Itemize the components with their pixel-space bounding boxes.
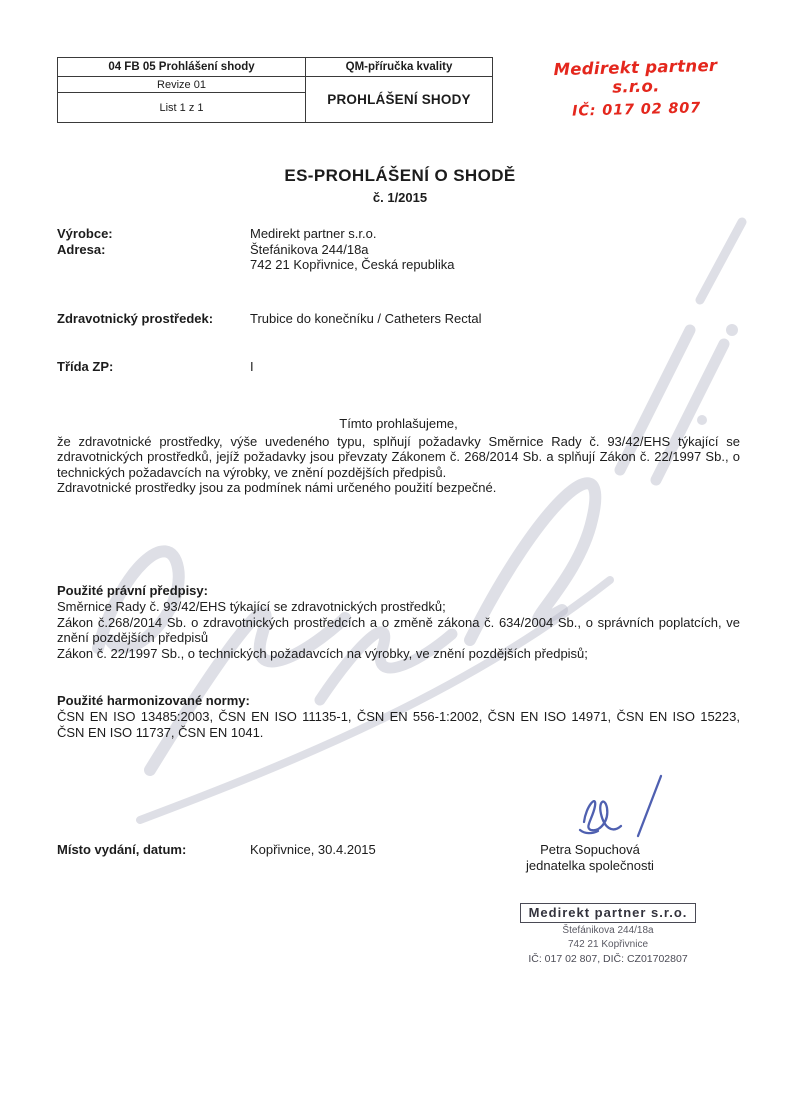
signer-role: jednatelka společnosti: [526, 858, 654, 873]
norms-text: ČSN EN ISO 13485:2003, ČSN EN ISO 11135-1, ČSN EN 556-1:2002, ČSN EN ISO 14971, ČSN EN ISO 15223, ČSN EN ISO 11737, ČSN EN 1041.: [57, 708, 740, 740]
norms-heading: Použité harmonizované normy:: [57, 693, 250, 708]
issue-value: Kopřivnice, 30.4.2015: [250, 842, 376, 857]
stamp-address-line-1: Štefánikova 244/18a: [562, 925, 654, 936]
manufacturer-label: Výrobce:: [57, 226, 113, 241]
field-manufacturer: [57, 226, 740, 242]
document-title-block: [30, 166, 770, 205]
letterhead-company-id: IČ: 017 02 807: [571, 100, 702, 120]
address-line-1: Štefánikova 244/18a: [250, 241, 369, 257]
legal-item-1: Směrnice Rady č. 93/42/EHS týkající se zdravotnických prostředků;: [57, 598, 446, 614]
legal-heading: Použité právní předpisy:: [57, 583, 208, 598]
norms-section: [57, 693, 740, 740]
field-address: [57, 242, 740, 273]
document-title: ES-PROHLÁŠENÍ O SHODĚ: [284, 166, 516, 185]
doc-code: 04 FB 05 Prohlášení shody: [58, 58, 306, 77]
sheet-label: List 1 z 1: [58, 93, 306, 122]
declaration-intro: Tímto prohlašujeme,: [339, 416, 458, 431]
address-value: [250, 242, 455, 273]
signer-name: Petra Sopuchová: [540, 842, 640, 857]
handwritten-signature: [558, 768, 673, 853]
declaration-body: že zdravotnické prostředky, výše uvedeného typu, splňují požadavky Směrnice Rady č. 93/42/EHS týkající se zdravotnických prostředků, jejíž požadavky jsou převzaty Zákonem č. 268/2014 Sb. a splňují Zákon č. 22/1997 Sb., o technických požadavcích na výrobky, ve znění pozdějších předpisů.: [57, 433, 740, 480]
stamp-company-name: Medirekt partner s.r.o.: [520, 903, 697, 923]
revision-label: Revize 01: [58, 77, 306, 93]
class-value: I: [250, 359, 254, 374]
address-label: Adresa:: [57, 241, 106, 257]
qm-header-table: [57, 57, 493, 123]
device-label: Zdravotnický prostředek:: [57, 310, 214, 326]
device-value: Trubice do konečníku / Catheters Rectal: [250, 310, 482, 326]
class-label: Třída ZP:: [57, 359, 114, 374]
company-letterhead: [537, 55, 735, 120]
stamp-company-ids: IČ: 017 02 807, DIČ: CZ01702807: [528, 953, 688, 965]
document-number: č. 1/2015: [372, 190, 428, 205]
declaration-safety: Zdravotnické prostředky jsou za podmínek námi určeného použití bezpečné.: [57, 480, 497, 496]
manufacturer-value: Medirekt partner s.r.o.: [250, 226, 377, 241]
issue-row: [57, 842, 517, 857]
legal-item-2: Zákon č.268/2014 Sb. o zdravotnických prostředcích a o změně zákona č. 634/2004 Sb., o správních poplatcích, ve znění pozdějších předpisů: [57, 614, 740, 646]
declaration-section: [57, 416, 740, 496]
letterhead-company-name: Medirekt partner s.r.o.: [553, 55, 718, 97]
field-device: [57, 311, 740, 327]
field-class: [57, 359, 740, 375]
doc-type-title: PROHLÁŠENÍ SHODY: [327, 92, 471, 107]
address-line-2: 742 21 Kopřivnice, Česká republika: [250, 257, 455, 272]
document-fields: [57, 226, 740, 375]
company-stamp: [504, 903, 712, 965]
stamp-address-line-2: 742 21 Kopřivnice: [567, 939, 649, 950]
issue-label: Místo vydání, datum:: [57, 842, 187, 857]
qm-manual-label: QM-příručka kvality: [306, 58, 492, 77]
legal-item-3: Zákon č. 22/1997 Sb., o technických požadavcích na výrobky, ve znění pozdějších předpisů;: [57, 646, 588, 662]
signer-block: [470, 842, 710, 874]
legal-section: [57, 583, 740, 662]
